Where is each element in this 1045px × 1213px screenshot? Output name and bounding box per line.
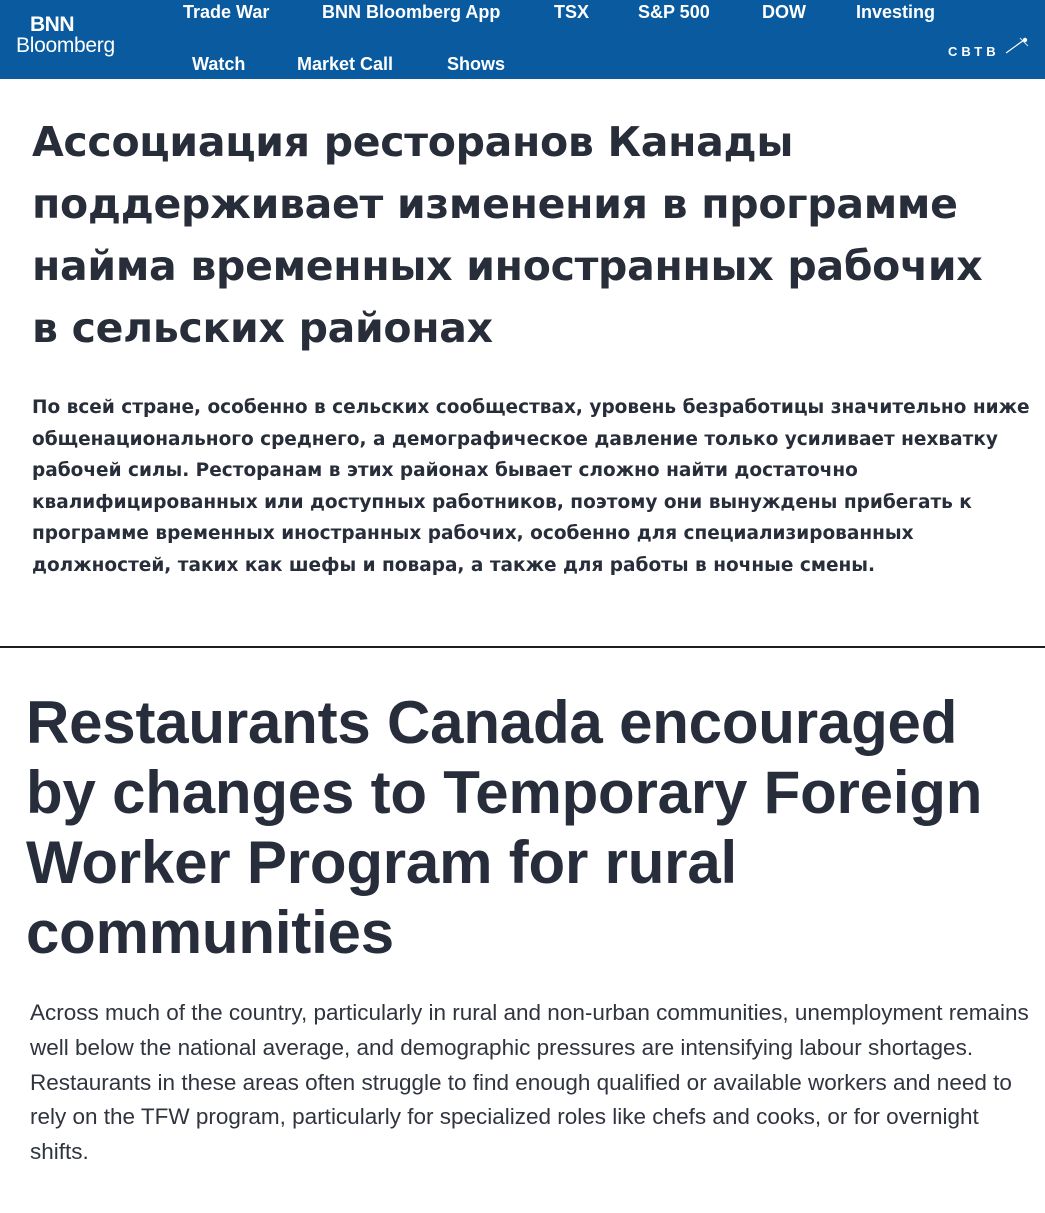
english-headline: Restaurants Canada encouraged by changes to Temporary Foreign Worker Program for rural communities <box>26 689 983 966</box>
nav-link-market-call[interactable]: Market Call <box>297 54 394 74</box>
russian-headline: Ассоциация ресторанов Канады поддерживает изменения в программе найма временных иностранных рабочих в сельских районах <box>32 118 983 352</box>
russian-lede: По всей стране, особенно в сельских сообществах, уровень безработицы значительно ниже общенационального среднего, а демографическое давление только усиливает нехватку рабочей силы. Ресторанам в этих районах бывает сложно найти достаточно квалифицированных или доступных работников, поэтому они вынуждены прибегать к программе временных иностранных рабочих, особенно для специализированных должностей, таких как шефы и повара, а также для работы в ночные смены. <box>32 397 1030 576</box>
nav-link-trade-war[interactable]: Trade War <box>183 2 270 22</box>
section-divider <box>0 646 1045 648</box>
nav-link-dow[interactable]: DOW <box>762 2 806 22</box>
nav-link-bnn-bloomberg-app[interactable]: BNN Bloomberg App <box>322 2 501 22</box>
satellite-icon <box>1004 36 1030 58</box>
logo-line-2: Bloomberg <box>16 34 115 57</box>
channel-badge-text: СВТВ <box>948 44 1000 59</box>
nav-link-investing[interactable]: Investing <box>856 2 936 22</box>
logo-line-1: BNN <box>30 13 74 36</box>
site-header <box>0 0 1045 79</box>
nav-link-sp500[interactable]: S&P 500 <box>638 2 710 22</box>
channel-watermark-badge <box>946 36 1032 64</box>
nav-link-watch[interactable]: Watch <box>192 54 246 74</box>
nav-link-shows[interactable]: Shows <box>447 54 506 74</box>
bnn-bloomberg-logo[interactable] <box>16 14 115 56</box>
english-lede: Across much of the country, particularly in rural and non-urban communities, unemployment remains well below the national average, and demographic pressures are intensifying labour shortages. Restaurants in these areas often struggle to find enough qualified or available workers and need to rely on the TFW program, particularly for specialized roles like chefs and cooks, or for overnight shifts. <box>30 1000 1029 1165</box>
nav-link-tsx[interactable]: TSX <box>554 2 590 22</box>
